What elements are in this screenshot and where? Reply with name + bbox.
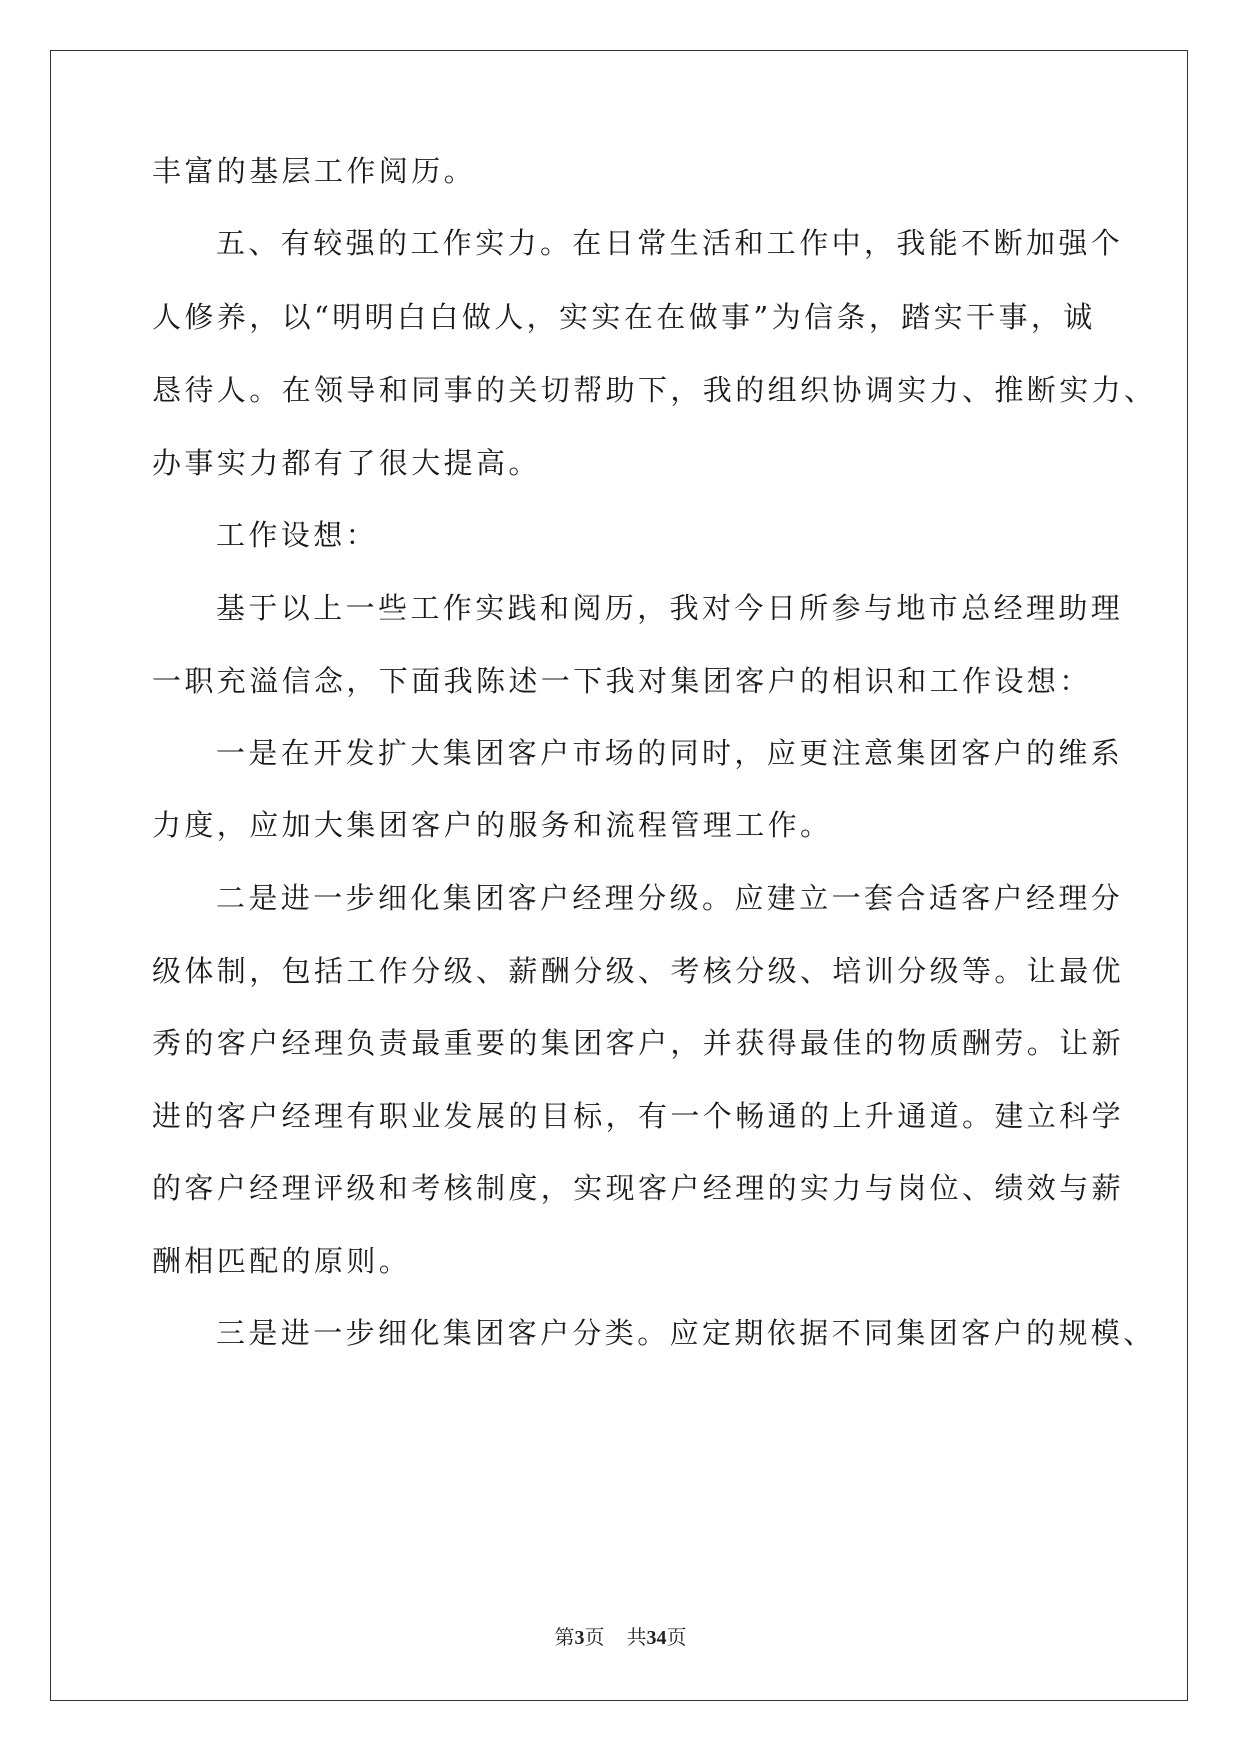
text-line: 工作设想：: [216, 518, 379, 552]
page-prefix: 第: [554, 1625, 575, 1649]
text-line: 丰富的基层工作阅历。: [152, 154, 477, 188]
text-line: 基于以上一些工作实践和阅历，我对今日所参与地市总经理助理: [216, 591, 1124, 625]
text-line: 酬相匹配的原则。: [152, 1244, 412, 1278]
text-line: 的客户经理评级和考核制度，实现客户经理的实力与岗位、绩效与薪: [152, 1171, 1125, 1205]
text-line: 力度，应加大集团客户的服务和流程管理工作。: [152, 808, 833, 842]
total-suffix: 页: [666, 1625, 687, 1649]
total-pages: 34: [646, 1627, 667, 1649]
page-suffix: 页: [584, 1625, 605, 1649]
text-line: 级体制，包括工作分级、薪酬分级、考核分级、培训分级等。让最优: [152, 954, 1125, 988]
text-line: 一是在开发扩大集团客户市场的同时，应更注意集团客户的维系: [216, 736, 1124, 770]
text-line: 五、有较强的工作实力。在日常生活和工作中，我能不断加强个: [216, 226, 1124, 260]
page-footer: [0, 1625, 1241, 1650]
text-line: 一职充溢信念，下面我陈述一下我对集团客户的相识和工作设想：: [152, 664, 1092, 698]
text-line: 秀的客户经理负责最重要的集团客户，并获得最佳的物质酬劳。让新: [152, 1026, 1125, 1060]
page-number: 3: [574, 1627, 585, 1649]
text-line: 进的客户经理有职业发展的目标，有一个畅通的上升通道。建立科学: [152, 1099, 1125, 1133]
text-line: 人修养，以“明明白白做人，实实在在做事”为信条，踏实干事，诚: [152, 300, 1096, 334]
text-line: 恳待人。在领导和同事的关切帮助下，我的组织协调实力、推断实力、: [152, 373, 1157, 407]
text-line: 三是进一步细化集团客户分类。应定期依据不同集团客户的规模、: [216, 1316, 1156, 1350]
text-line: 二是进一步细化集团客户经理分级。应建立一套合适客户经理分: [216, 881, 1124, 915]
text-line: 办事实力都有了很大提高。: [152, 446, 541, 480]
total-prefix: 共: [626, 1625, 647, 1649]
